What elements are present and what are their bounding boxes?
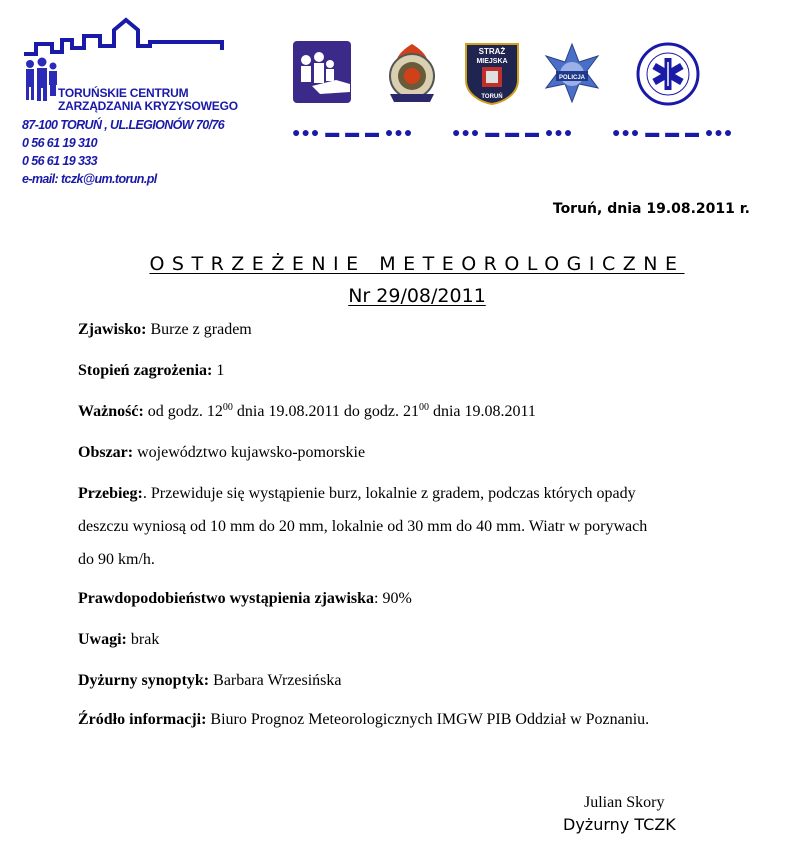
emblem-dots-1: ●●● ▬ ▬ ▬ ●●● bbox=[292, 124, 414, 140]
field-uwagi-value: brak bbox=[126, 631, 160, 648]
document-number bbox=[0, 285, 800, 307]
field-zjawisko-label: Zjawisko: bbox=[78, 321, 147, 338]
field-stopien bbox=[78, 362, 224, 380]
field-synoptyk-label: Dyżurny synoptyk: bbox=[78, 672, 210, 689]
civil-protection-emblem-icon bbox=[292, 40, 356, 106]
field-obszar-value: województwo kujawsko-pomorskie bbox=[133, 444, 366, 461]
field-synoptyk bbox=[78, 672, 341, 690]
city-guard-emblem-icon bbox=[460, 40, 524, 106]
signature-name: Julian Skory bbox=[584, 794, 665, 811]
field-przebieg-text1: . Przewiduje się wystąpienie burz, lokalnie z gradem, podczas których opady bbox=[142, 485, 636, 502]
field-waznosc-c: dnia 19.08.2011 bbox=[428, 403, 536, 420]
field-przebieg-label: Przebieg: bbox=[78, 485, 143, 502]
emblem-dots-3: ●●● ▬ ▬ ▬ ●●● bbox=[612, 124, 734, 140]
document-title-text: OSTRZEŻENIE METEOROLOGICZNE bbox=[149, 253, 685, 275]
document-date: Toruń, dnia 19.08.2011 r. bbox=[552, 201, 750, 217]
org-email: e-mail: tczk@um.torun.pl bbox=[22, 172, 157, 186]
org-phone-2: 0 56 61 19 333 bbox=[22, 154, 98, 168]
org-address: 87-100 TORUŃ , UL.LEGIONÓW 70/76 bbox=[22, 118, 225, 132]
field-zjawisko-value: Burze z gradem bbox=[146, 321, 252, 338]
field-przebieg-line2: deszczu wyniosą od 10 mm do 20 mm, lokalnie od 30 mm do 40 mm. Wiatr w porywach bbox=[78, 518, 648, 535]
signature-role: Dyżurny TCZK bbox=[563, 815, 676, 834]
document-title bbox=[0, 253, 800, 275]
field-prawdopodobienstwo-value: : 90% bbox=[374, 590, 412, 607]
field-synoptyk-value: Barbara Wrzesińska bbox=[209, 672, 342, 689]
city-guard-label-bottom: TORUŃ bbox=[481, 94, 503, 100]
field-obszar bbox=[78, 444, 365, 462]
city-guard-label-top: STRAŻ bbox=[478, 47, 506, 56]
field-waznosc-sup1: 00 bbox=[222, 402, 233, 413]
police-label: POLICJA bbox=[558, 75, 586, 81]
field-obszar-label: Obszar: bbox=[78, 444, 134, 461]
field-prawdopodobienstwo-label: Prawdopodobieństwo wystąpienia zjawiska bbox=[78, 590, 375, 607]
fire-service-emblem-icon bbox=[380, 40, 444, 106]
org-name-line1: TORUŃSKIE CENTRUM bbox=[58, 86, 189, 100]
field-zrodlo-value: Biuro Prognoz Meteorologicznych IMGW PIB Oddział w Poznaniu. bbox=[206, 711, 650, 728]
police-emblem-icon bbox=[540, 40, 604, 106]
field-waznosc-sup2: 00 bbox=[418, 402, 429, 413]
field-stopien-value: 1 bbox=[212, 362, 225, 379]
field-zrodlo-label: Źródło informacji: bbox=[78, 711, 207, 728]
city-guard-label-mid: MIEJSKA bbox=[476, 58, 508, 65]
document-number-text: Nr 29/08/2011 bbox=[348, 285, 486, 307]
medical-rescue-emblem-icon bbox=[636, 40, 700, 106]
emblem-dots-2: ●●● ▬ ▬ ▬ ●●● bbox=[452, 124, 574, 140]
org-phone-1: 0 56 61 19 310 bbox=[22, 136, 98, 150]
field-zjawisko bbox=[78, 321, 252, 339]
field-uwagi-label: Uwagi: bbox=[78, 631, 127, 648]
field-zrodlo bbox=[78, 711, 649, 729]
field-stopien-label: Stopień zagrożenia: bbox=[78, 362, 213, 379]
field-waznosc bbox=[78, 403, 536, 421]
field-uwagi bbox=[78, 631, 159, 649]
field-przebieg-line1 bbox=[78, 485, 636, 503]
org-name-line2: ZARZĄDZANIA KRYZYSOWEGO bbox=[58, 99, 238, 113]
field-prawdopodobienstwo bbox=[78, 590, 412, 608]
field-waznosc-label: Ważność: bbox=[78, 403, 144, 420]
field-przebieg-line3: do 90 km/h. bbox=[78, 551, 155, 568]
field-waznosc-a: od godz. 12 bbox=[143, 403, 223, 420]
field-waznosc-b: dnia 19.08.2011 do godz. 21 bbox=[232, 403, 419, 420]
